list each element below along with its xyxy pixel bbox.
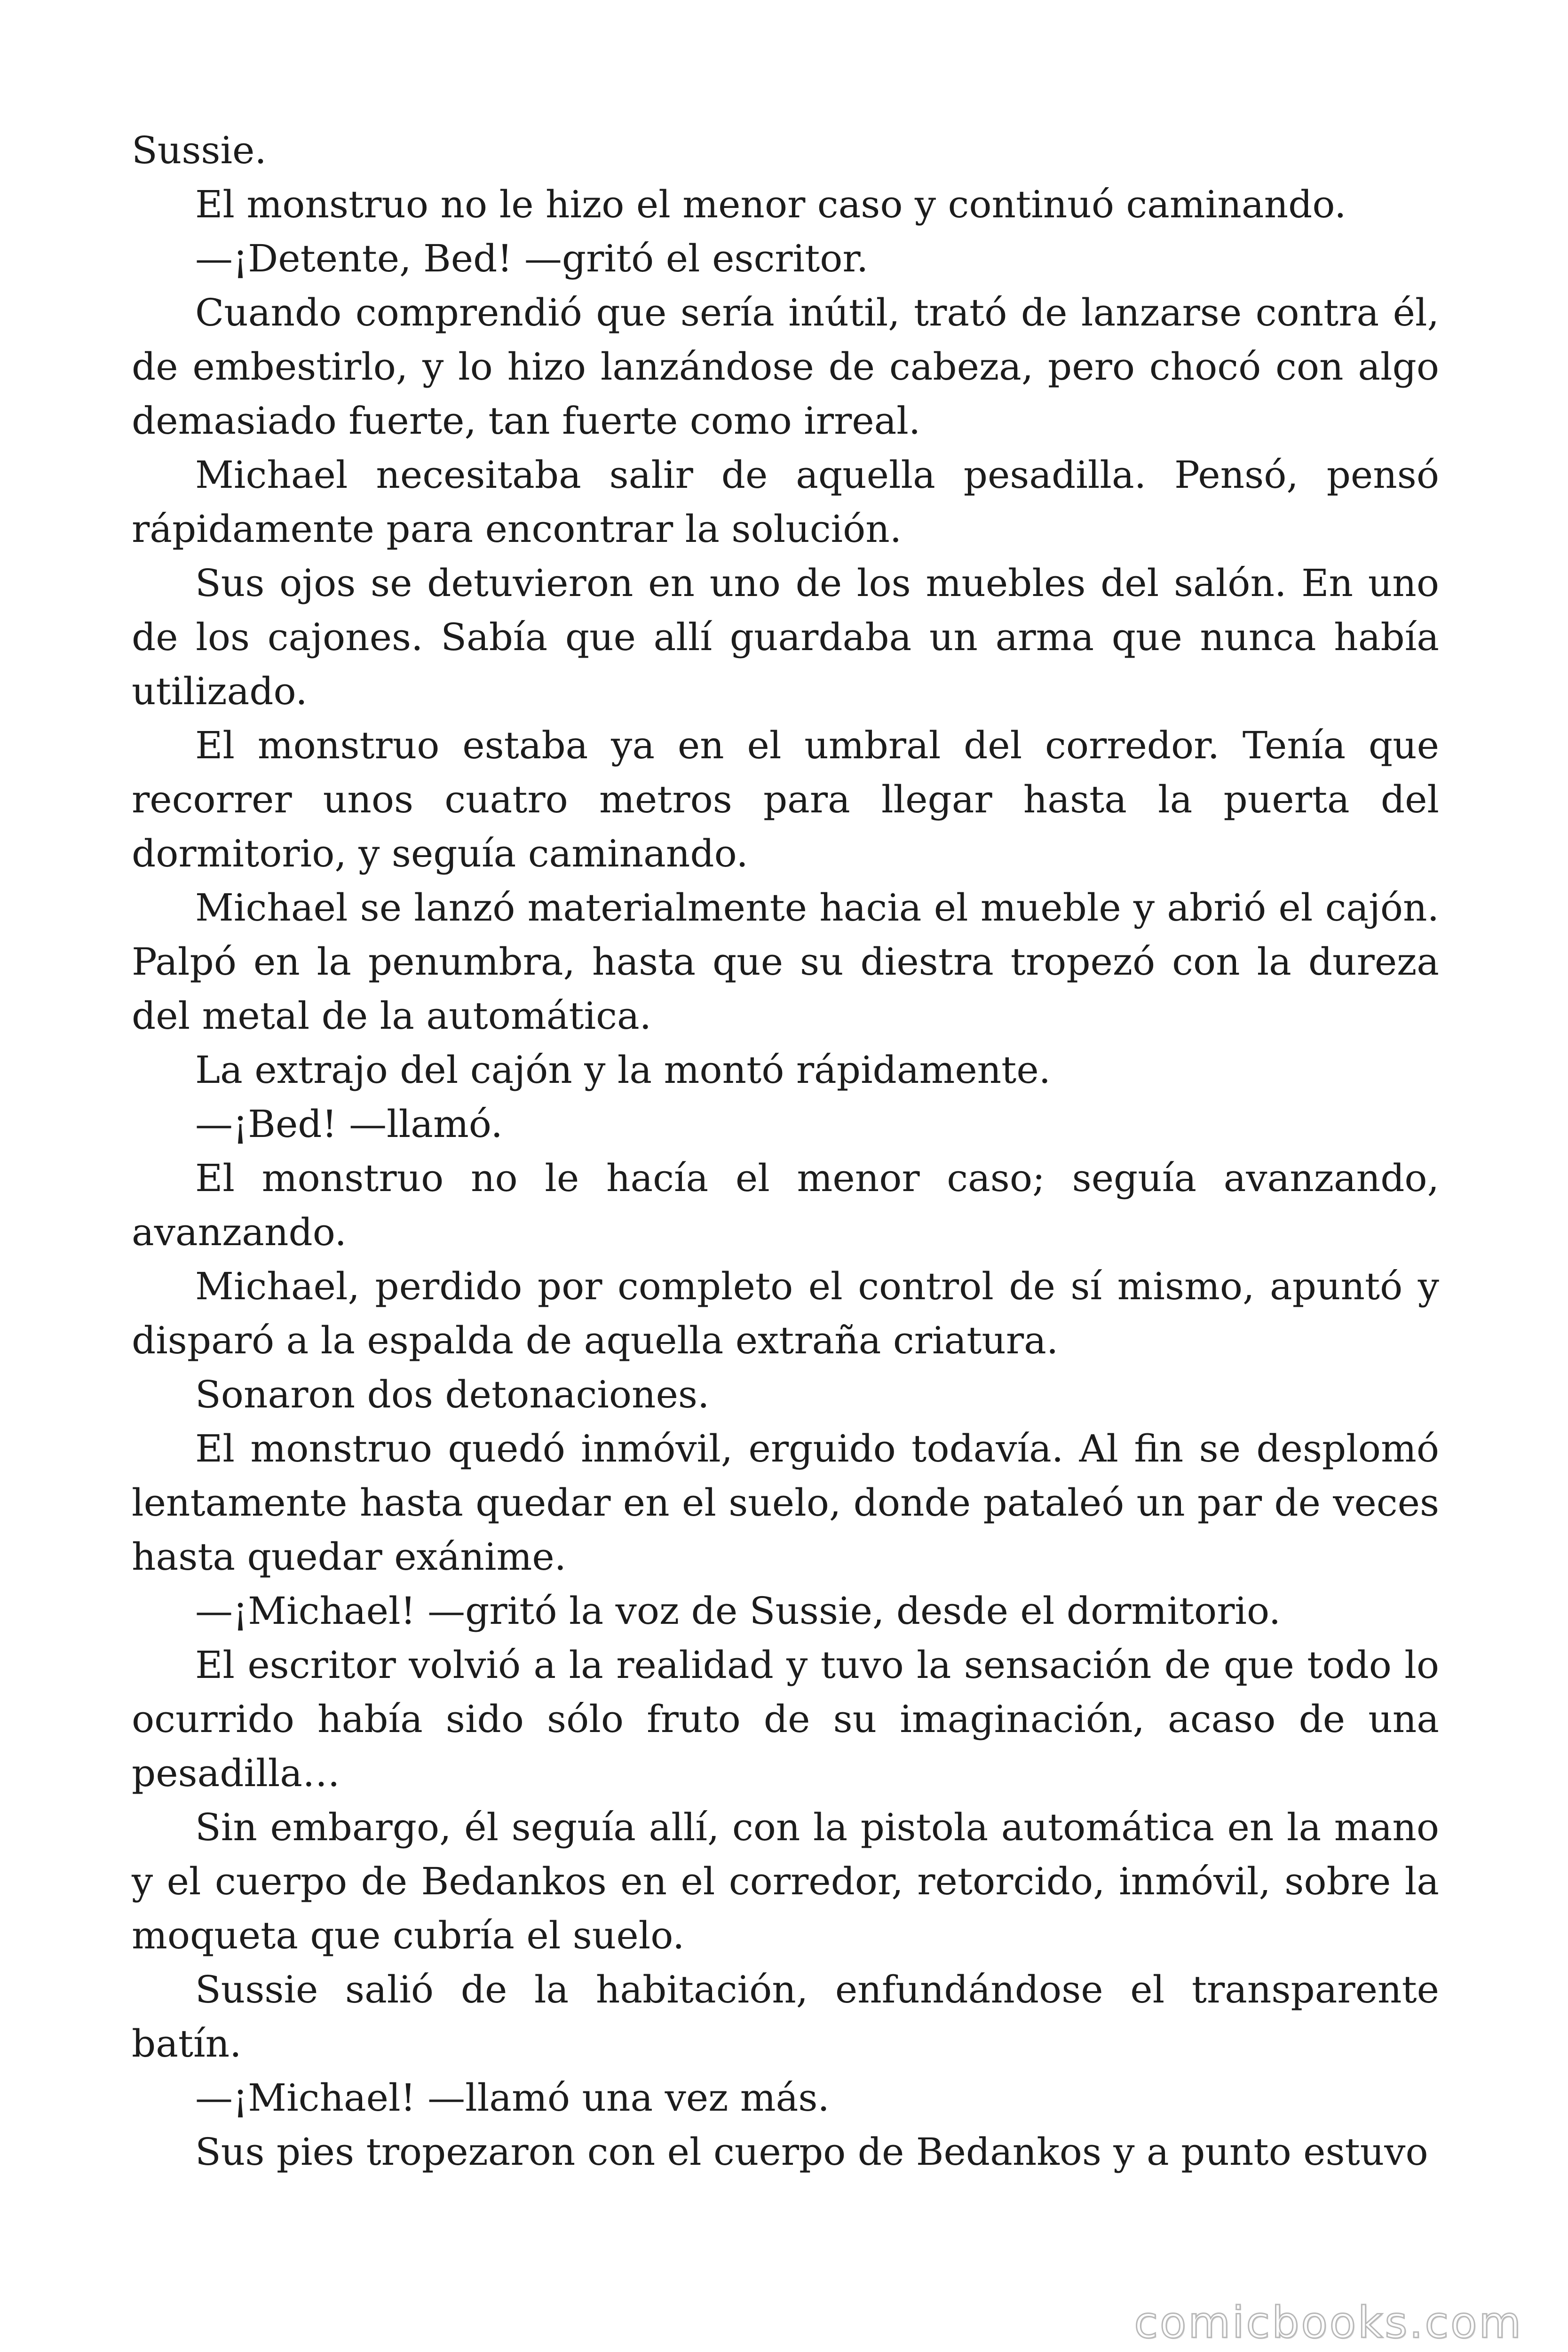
paragraph-11: El monstruo no le hacía el menor caso; seguía avanzando, avanzando.: [132, 1156, 1439, 1254]
paragraph-20: Sus pies tropezaron con el cuerpo de Bedankos y a punto estuvo: [195, 2130, 1428, 2174]
paragraph-10: —¡Bed! —llamó.: [195, 1102, 503, 1146]
paragraph-4: Cuando comprendió que sería inútil, trató de lanzarse contra él, de embestirlo, y lo hizo lanzándose de cabeza, pero chocó con algo demasiado fuerte, tan fuerte como irreal.: [132, 291, 1439, 443]
paragraph-17: Sin embargo, él seguía allí, con la pistola automática en la mano y el cuerpo de Bedankos en el corredor, retorcido, inmóvil, sobre la moqueta que cubría el suelo.: [132, 1805, 1439, 1957]
paragraph-14: El monstruo quedó inmóvil, erguido todavía. Al fin se desplomó lentamente hasta quedar en el suelo, donde pataleó un par de veces hasta quedar exánime.: [132, 1427, 1439, 1579]
paragraph-9: La extrajo del cajón y la montó rápidamente.: [195, 1048, 1051, 1092]
paragraph-5: Michael necesitaba salir de aquella pesadilla. Pensó, pensó rápidamente para encontrar la solución.: [132, 453, 1439, 551]
page-body: [132, 123, 1439, 2179]
paragraph-2: El monstruo no le hizo el menor caso y continuó caminando.: [195, 183, 1346, 226]
paragraph-3: —¡Detente, Bed! —gritó el escritor.: [195, 237, 869, 280]
paragraph-1: Sussie.: [132, 128, 267, 172]
paragraph-16: El escritor volvió a la realidad y tuvo la sensación de que todo lo ocurrido había sido sólo fruto de su imaginación, acaso de una pesadilla…: [132, 1643, 1439, 1795]
paragraph-18: Sussie salió de la habitación, enfundándose el transparente batín.: [132, 1968, 1439, 2066]
watermark: comicbooks.com: [1134, 2297, 1523, 2348]
paragraph-19: —¡Michael! —llamó una vez más.: [195, 2076, 830, 2120]
paragraph-6: Sus ojos se detuvieron en uno de los muebles del salón. En uno de los cajones. Sabía que allí guardaba un arma que nunca había utilizado.: [132, 561, 1439, 713]
paragraph-8: Michael se lanzó materialmente hacia el mueble y abrió el cajón. Palpó en la penumbra, hasta que su diestra tropezó con la dureza del metal de la automática.: [132, 886, 1439, 1038]
paragraph-7: El monstruo estaba ya en el umbral del corredor. Tenía que recorrer unos cuatro metros para llegar hasta la puerta del dormitorio, y seguía caminando.: [132, 723, 1439, 875]
paragraph-13: Sonaron dos detonaciones.: [195, 1373, 710, 1416]
paragraph-12: Michael, perdido por completo el control de sí mismo, apuntó y disparó a la espalda de aquella extraña criatura.: [132, 1264, 1439, 1362]
paragraph-15: —¡Michael! —gritó la voz de Sussie, desde el dormitorio.: [195, 1589, 1281, 1633]
